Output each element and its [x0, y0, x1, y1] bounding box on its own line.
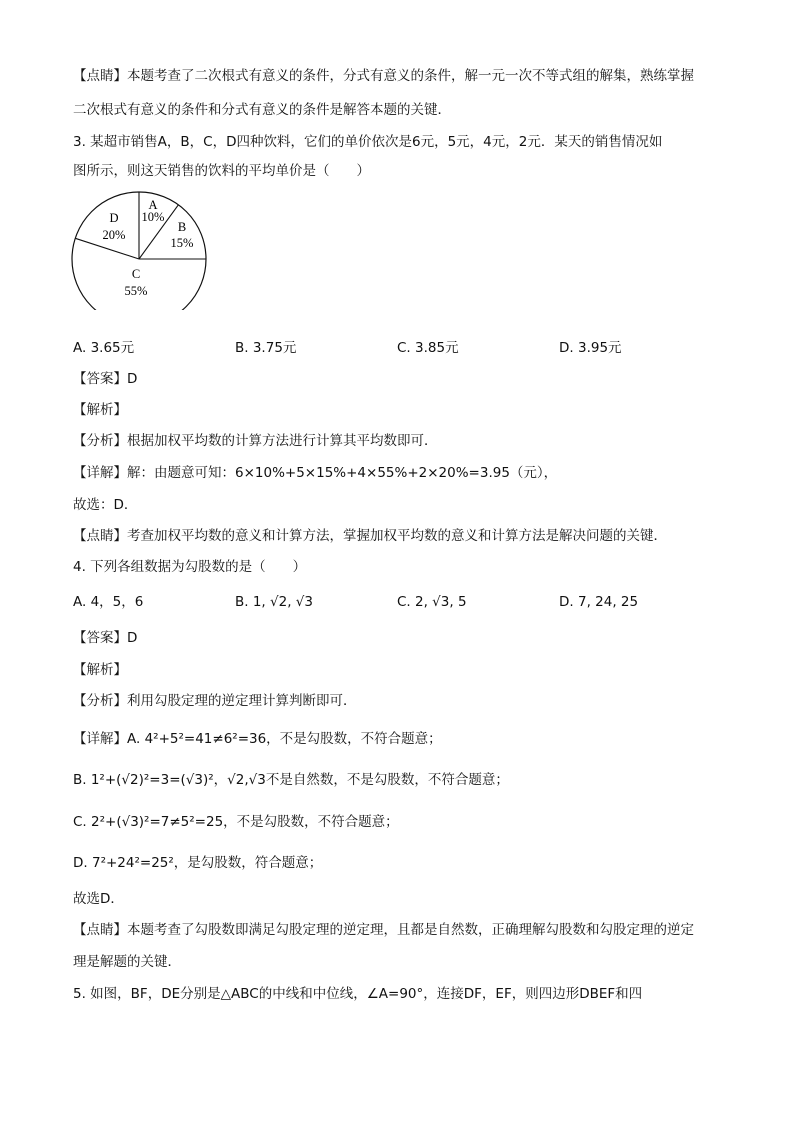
q4-point-line2: 理是解题的关键． [73, 954, 181, 970]
q4-stem: 4. 下列各组数据为勾股数的是（ ） [73, 559, 307, 575]
q3-option-b: B. 3.75元 [235, 340, 297, 356]
q4-option-d: D. 7, 24, 25 [559, 594, 639, 610]
q3-conclusion: 故选：D． [73, 497, 138, 513]
q4-conclusion: 故选D． [73, 891, 124, 907]
q3-option-a: A. 3.65元 [73, 340, 135, 356]
q4-detail-b: B. 1²+(√2)²=3=(√3)²，√2,√3不是自然数，不是勾股数，不符合题意； [73, 772, 509, 788]
q4-detail-d: D. 7²+24²=25²，是勾股数，符合题意； [73, 855, 323, 871]
slice-label-d: D [109, 211, 119, 225]
q2-point-line1 [73, 67, 694, 85]
q4-jiexi: 【解析】 [73, 662, 127, 678]
q2-point-text1: 【点睛】 [73, 68, 127, 84]
q3-detail: 【详解】解：由题意可知：6×10%+5×15%+4×55%+2×20%=3.95（元）， [73, 465, 558, 481]
q3-stem-line2: 图所示，则这天销售的饮料的平均单价是（ ） [73, 163, 370, 179]
q4-point-line1: 【点睛】本题考查了勾股数即满足勾股定理的逆定理，且都是自然数，正确理解勾股数和勾股定理的逆定 [73, 922, 694, 938]
q4-answer: 【答案】D [73, 630, 138, 646]
slice-label-b: B [177, 220, 187, 234]
slice-label-a: A [148, 198, 158, 212]
q4-detail-c: C. 2²+(√3)²=7≠5²=25，不是勾股数，不符合题意； [73, 814, 399, 830]
q3-answer: 【答案】D [73, 371, 138, 387]
q4-option-b: B. 1, √2, √3 [235, 594, 313, 610]
slice-value-c: 55% [124, 284, 148, 298]
q3-option-c: C. 3.85元 [397, 340, 459, 356]
q3-point: 【点睛】考查加权平均数的意义和计算方法，掌握加权平均数的意义和计算方法是解决问题的关键． [73, 528, 667, 544]
q2-point-line2: 二次根式有意义的条件和分式有意义的条件是解答本题的关键． [73, 102, 451, 118]
slice-value-a: 10% [141, 210, 165, 224]
q3-jiexi: 【解析】 [73, 402, 127, 418]
q4-option-c: C. 2, √3, 5 [397, 594, 467, 610]
q2-point-text1b: 本题考查了二次根式有意义的条件，分式有意义的条件，解一元一次不等式组的解集，熟练掌握 [127, 68, 694, 84]
q4-analysis: 【分析】利用勾股定理的逆定理计算判断即可． [73, 693, 357, 709]
q3-analysis: 【分析】根据加权平均数的计算方法进行计算其平均数即可． [73, 433, 438, 449]
slice-value-d: 20% [102, 228, 126, 242]
q3-option-d: D. 3.95元 [559, 340, 622, 356]
q3-stem-line1: 3. 某超市销售A，B，C，D四种饮料，它们的单价依次是6元，5元，4元，2元．某天的销售情况如 [73, 134, 663, 150]
slice-label-c: C [131, 267, 141, 281]
q4-option-a: A. 4，5，6 [73, 594, 144, 610]
slice-value-b: 15% [170, 236, 194, 250]
q5-stem: 5. 如图，BF，DE分别是△ABC的中线和中位线，∠A=90°，连接DF，EF，则四边形DBEF和四 [73, 986, 643, 1002]
pie-chart [70, 190, 210, 310]
q4-detail-a: 【详解】A. 4²+5²=41≠6²=36，不是勾股数，不符合题意； [73, 731, 442, 747]
